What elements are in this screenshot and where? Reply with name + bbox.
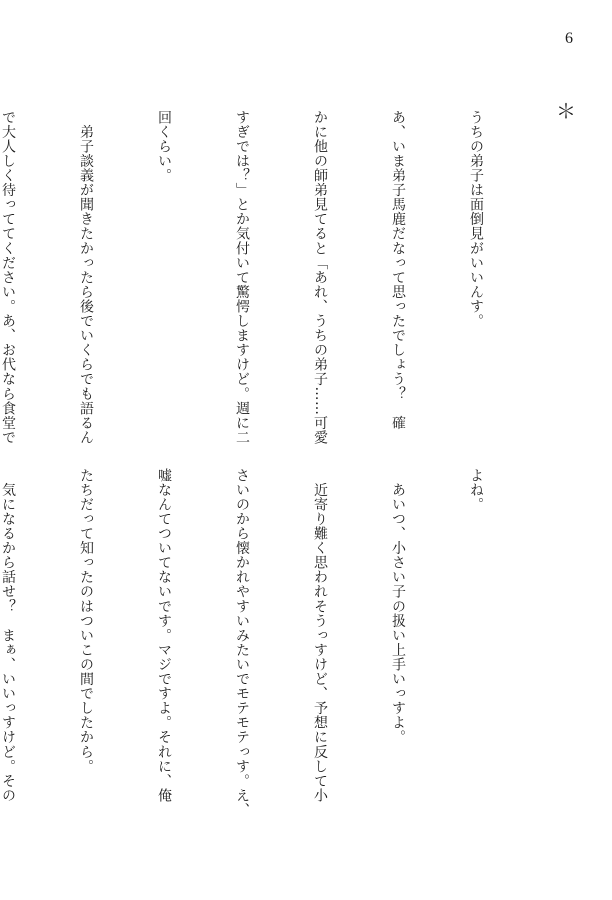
text-line: すぎでは？」とか気付いて驚愕しますけど。週に二 <box>234 110 250 445</box>
text-line: あ、いま弟子馬鹿だなって思ったでしょう？ 確 <box>390 110 406 431</box>
text-block-top <box>0 110 541 446</box>
text-line: 回くらい。 <box>156 110 172 183</box>
text-line: さいのから懐かれやすいみたいでモテモテっす。え、 <box>234 468 250 818</box>
text-line: 気になるから話せ？ まぁ、いいっすけど。その <box>0 468 16 803</box>
text-line: で大人しく待っててください。あ、お代なら食堂で <box>0 110 16 445</box>
text-line: あいつ、小さい子の扱い上手いっすよ。 <box>390 468 406 745</box>
page-number: 6 <box>565 30 573 47</box>
text-line: よね。 <box>468 468 484 512</box>
text-line: 近寄り難く思われそうっすけど、予想に反して小 <box>312 468 328 803</box>
text-line: うちの弟子は面倒見がいいんす。 <box>468 110 484 329</box>
text-line: 嘘なんてついてないです。マジですよ。それに、俺 <box>156 468 172 803</box>
text-line: たちだって知ったのはついこの間でしたから。 <box>78 468 94 774</box>
text-block-bottom <box>0 468 541 818</box>
text-line: 弟子談義が聞きたかったら後でいくらでも語るん <box>78 110 94 445</box>
section-mark: ＊ <box>556 99 576 123</box>
text-line: かに他の師弟見てると「あれ、うちの弟子……可愛 <box>312 110 328 445</box>
